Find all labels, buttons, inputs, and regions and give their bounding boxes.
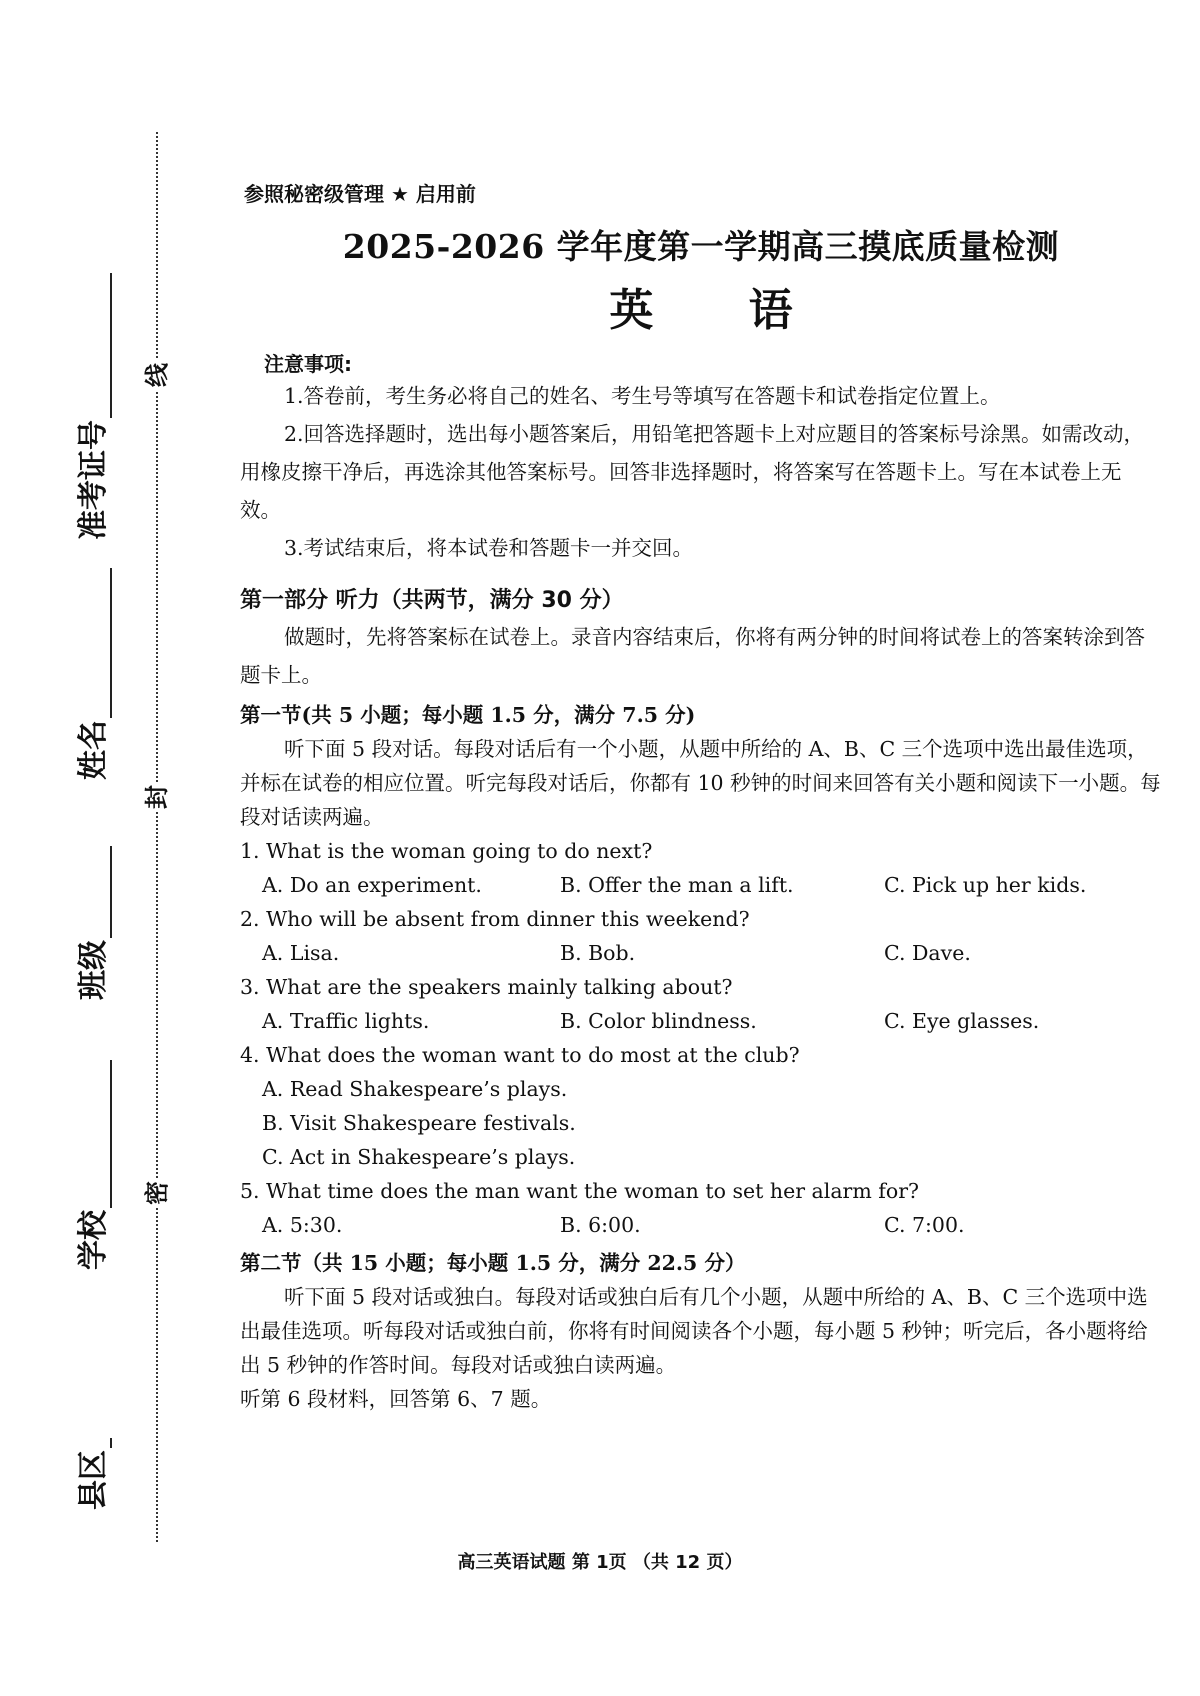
question	[240, 1174, 1162, 1242]
binding-strip	[0, 0, 190, 1696]
question-stem: 3. What are the speakers mainly talking about?	[240, 975, 733, 999]
seal-char-secret: 密	[142, 1178, 172, 1208]
secrecy-label: 参照秘密级管理 ★ 启用前	[244, 182, 476, 206]
options-row	[240, 1208, 1162, 1242]
seal-char-line: 线	[142, 360, 172, 390]
option-a: A. Lisa.	[262, 941, 340, 965]
notes-heading: 注意事项:	[264, 352, 352, 376]
options-row	[240, 1004, 1162, 1038]
option-b: B. Color blindness.	[560, 1009, 757, 1033]
option-c: C. 7:00.	[884, 1213, 965, 1237]
option-a: A. Traffic lights.	[262, 1009, 430, 1033]
option-a: A. Do an experiment.	[262, 873, 482, 897]
section-intro: 听下面 5 段对话或独白。每段对话或独白后有几个小题，从题中所给的 A、B、C 三个选项中选出最佳选项。听每段对话或独白前，你将有时间阅读各个小题，每小题 5 秒钟；听完后，各小题将给出 5 秒钟的作答时间。每段对话或独白读两遍。	[240, 1285, 1148, 1377]
option-c: C. Act in Shakespeare’s plays.	[262, 1145, 576, 1169]
note-item: 1.答卷前，考生务必将自己的姓名、考生号等填写在答题卡和试卷指定位置上。	[284, 384, 1001, 408]
option-c: C. Pick up her kids.	[884, 873, 1087, 897]
options-row	[240, 868, 1162, 902]
page-footer: 高三英语试题 第 1页 （共 12 页）	[457, 1552, 743, 1573]
question	[240, 834, 1162, 902]
option-b: B. 6:00.	[560, 1213, 641, 1237]
question-stem: 4. What does the woman want to do most at the club?	[240, 1043, 800, 1067]
question-stem: 2. Who will be absent from dinner this weekend?	[240, 907, 750, 931]
option-c: C. Eye glasses.	[884, 1009, 1040, 1033]
field-label: 准考证号	[76, 420, 111, 540]
option-b: B. Offer the man a lift.	[560, 873, 794, 897]
seal-char-seal: 封	[142, 782, 172, 812]
question	[240, 1038, 1162, 1174]
question	[240, 970, 1162, 1038]
section-instruction: 听第 6 段材料，回答第 6、7 题。	[240, 1387, 552, 1411]
field-label: 班级	[76, 940, 111, 1000]
field-exam-number	[68, 273, 112, 540]
subject-title: 英 语	[609, 285, 833, 336]
section-intro: 听下面 5 段对话。每段对话后有一个小题，从题中所给的 A、B、C 三个选项中选出最佳选项，并标在试卷的相应位置。听完每段对话后，你都有 10 秒钟的时间来回答有关小题和阅读下一小题。每段对话读两遍。	[240, 737, 1161, 829]
option-a: A. 5:30.	[262, 1213, 343, 1237]
note-item: 2.回答选择题时，选出每小题答案后，用铅笔把答题卡上对应题目的答案标号涂黑。如需改动，用橡皮擦干净后，再选涂其他答案标号。回答非选择题时，将答案写在答题卡上。写在本试卷上无效。	[240, 422, 1145, 522]
seal-dotted-line	[156, 132, 158, 1542]
exam-title: 2025-2026 学年度第一学期高三摸底质量检测	[342, 227, 1060, 266]
section-heading: 第二节（共 15 小题；每小题 1.5 分，满分 22.5 分）	[240, 1251, 746, 1275]
field-blank	[82, 1438, 112, 1448]
option-b: B. Bob.	[560, 941, 636, 965]
field-label: 县区	[76, 1450, 111, 1510]
field-district	[68, 1438, 112, 1510]
question-stem: 5. What time does the man want the woman to set her alarm for?	[240, 1179, 920, 1203]
field-name	[68, 568, 112, 780]
field-blank	[82, 1060, 112, 1208]
part-intro: 做题时，先将答案标在试卷上。录音内容结束后，你将有两分钟的时间将试卷上的答案转涂到答题卡上。	[240, 625, 1145, 687]
option-c: C. Dave.	[884, 941, 971, 965]
field-blank	[82, 568, 112, 718]
question	[240, 902, 1162, 970]
option-b: B. Visit Shakespeare festivals.	[262, 1111, 576, 1135]
exam-content	[240, 178, 1162, 1416]
options-row	[240, 936, 1162, 970]
section-heading: 第一节(共 5 小题；每小题 1.5 分，满分 7.5 分)	[240, 703, 696, 727]
note-item: 3.考试结束后，将本试卷和答题卡一并交回。	[284, 536, 694, 560]
field-school	[68, 1060, 112, 1270]
part-heading: 第一部分 听力（共两节，满分 30 分）	[240, 588, 624, 613]
field-class	[68, 846, 112, 1000]
field-blank	[82, 846, 112, 938]
field-label: 学校	[76, 1210, 111, 1270]
option-a: A. Read Shakespeare’s plays.	[262, 1077, 568, 1101]
field-blank	[82, 273, 112, 418]
question-stem: 1. What is the woman going to do next?	[240, 839, 653, 863]
field-label: 姓名	[76, 720, 111, 780]
